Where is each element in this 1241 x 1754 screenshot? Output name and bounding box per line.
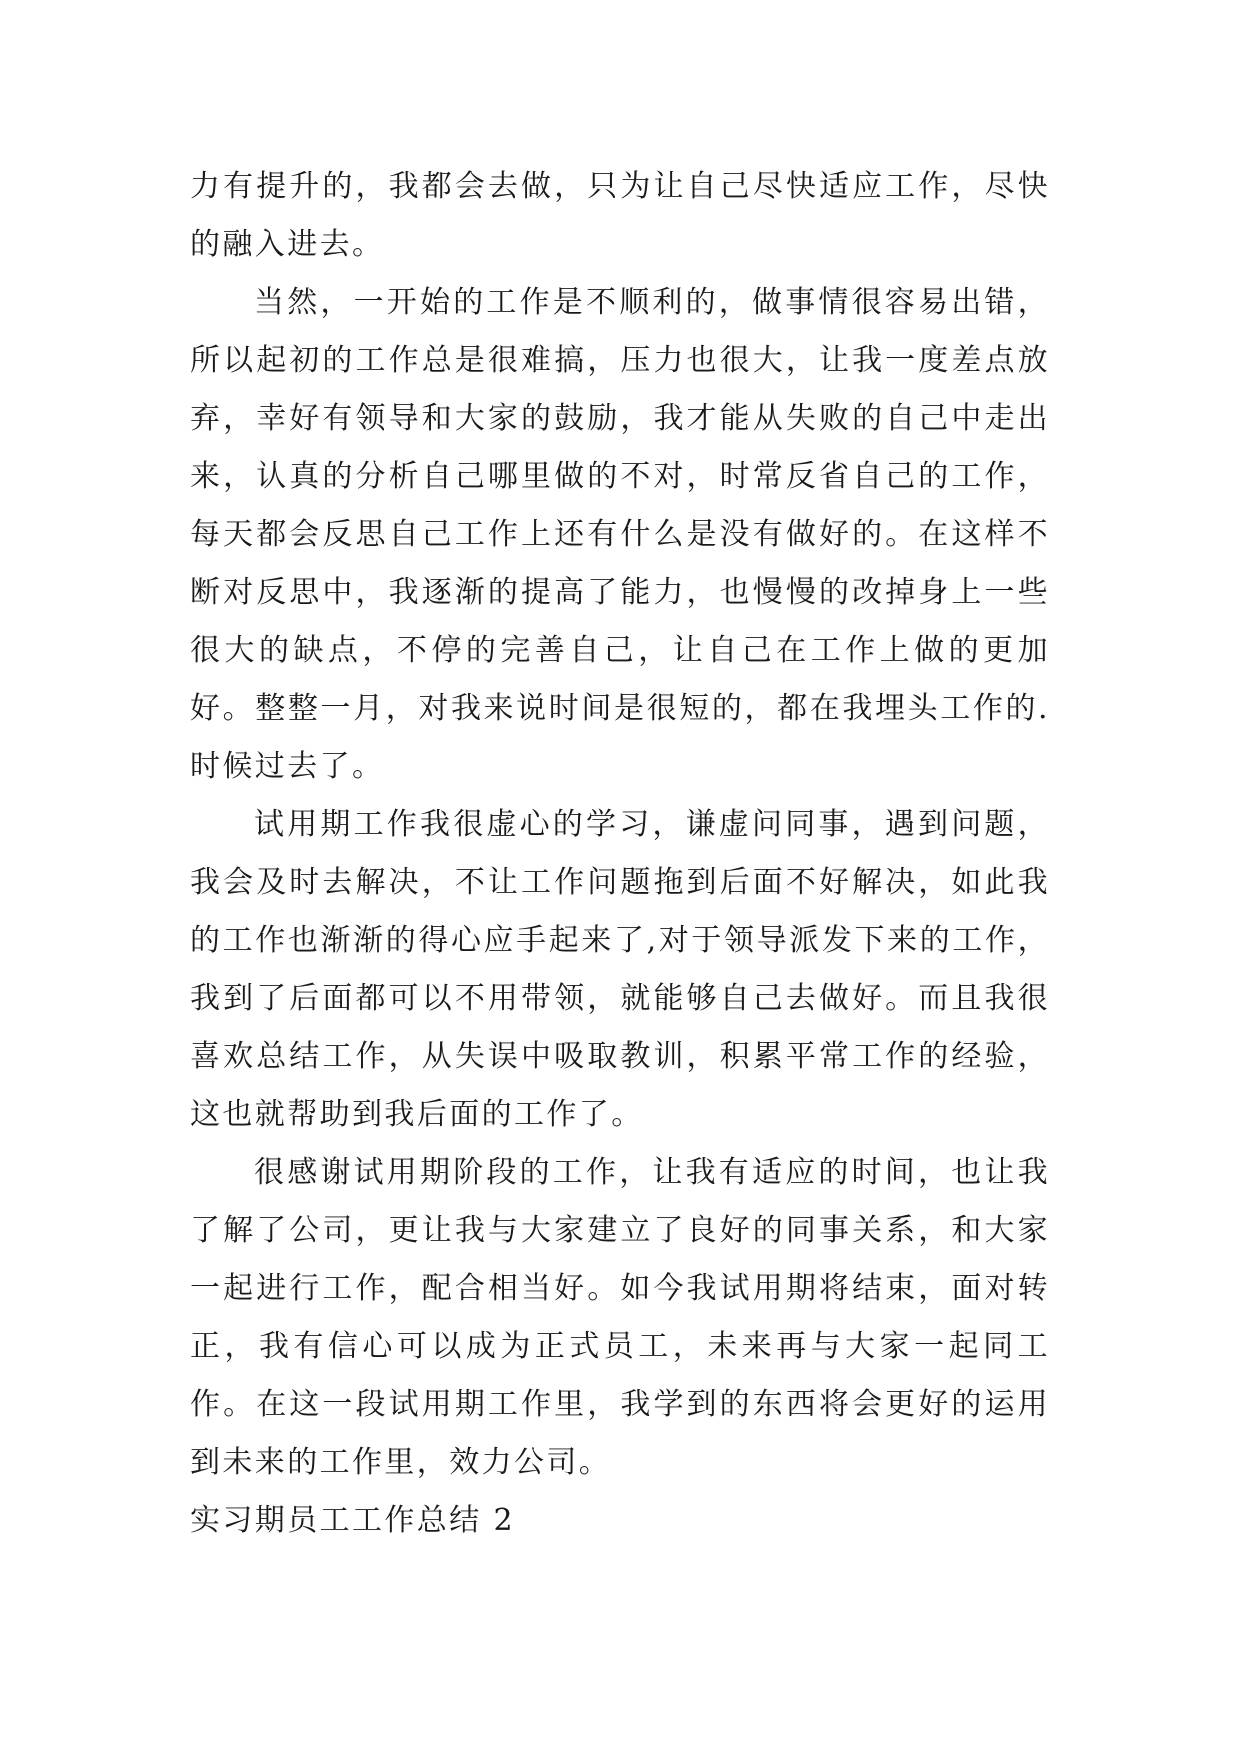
paragraph-1: 力有提升的，我都会去做，只为让自己尽快适应工作，尽快的融入进去。 [190,169,1050,262]
section-heading: 实习期员工工作总结 2 [190,1503,516,1538]
document-body [190,158,1050,1550]
paragraph-2: 当然，一开始的工作是不顺利的，做事情很容易出错，所以起初的工作总是很难搞，压力也很大，让我一度差点放弃，幸好有领导和大家的鼓励，我才能从失败的自己中走出来，认真的分析自己哪里做的不对，时常反省自己的工作，每天都会反思自己工作上还有什么是没有做好的。在这样不断对反思中，我逐渐的提高了能力，也慢慢的改掉身上一些很大的缺点，不停的完善自己，让自己在工作上做的更加好。整整一月，对我来说时间是很短的，都在我埋头工作的.时候过去了。 [190,285,1050,784]
paragraph-3: 试用期工作我很虚心的学习，谦虚问同事，遇到问题，我会及时去解决，不让工作问题拖到后面不好解决，如此我的工作也渐渐的得心应手起来了,对于领导派发下来的工作，我到了后面都可以不用带领，就能够自己去做好。而且我很喜欢总结工作，从失误中吸取教训，积累平常工作的经验，这也就帮助到我后面的工作了。 [190,807,1050,1132]
paragraph-4: 很感谢试用期阶段的工作，让我有适应的时间，也让我了解了公司，更让我与大家建立了良好的同事关系，和大家一起进行工作，配合相当好。如今我试用期将结束，面对转正，我有信心可以成为正式员工，未来再与大家一起同工作。在这一段试用期工作里，我学到的东西将会更好的运用到未来的工作里，效力公司。 [190,1155,1050,1480]
